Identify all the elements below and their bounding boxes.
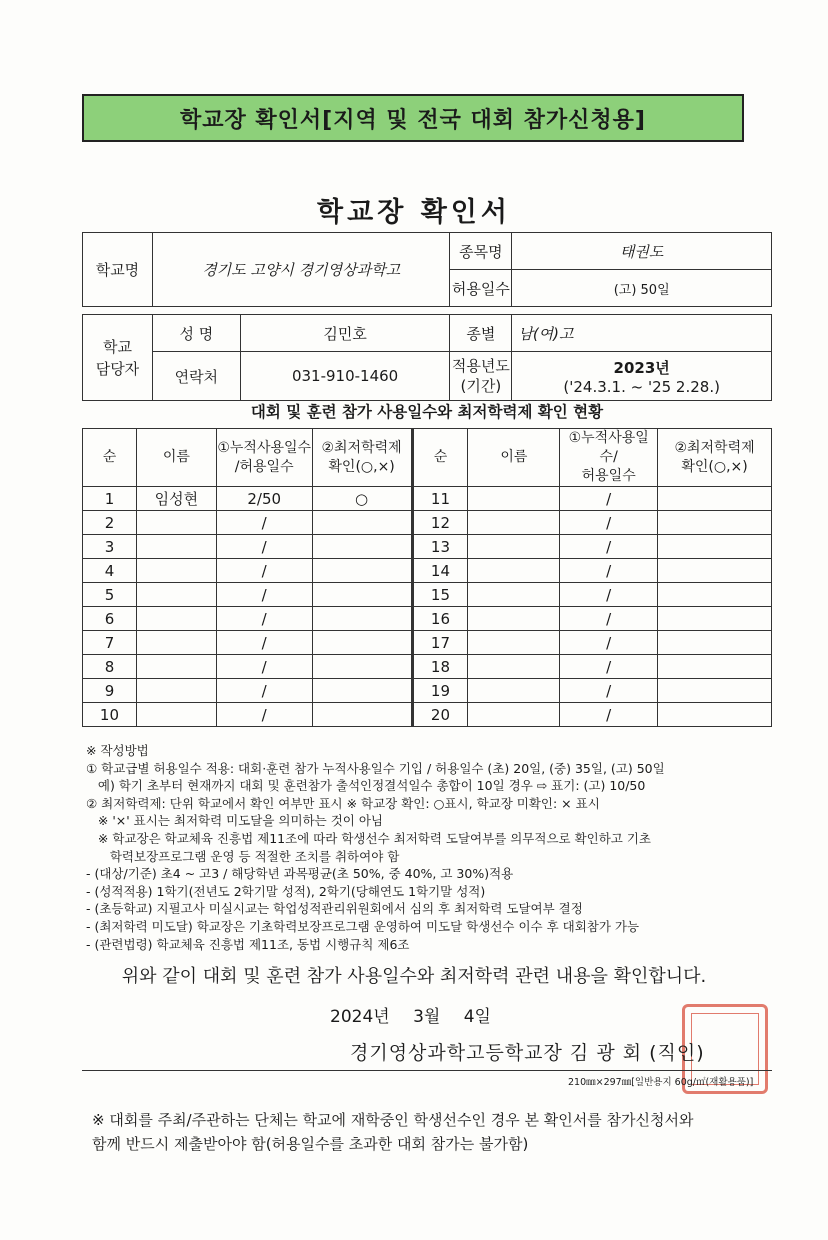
- row-days-right: /: [560, 583, 658, 607]
- col-no-right: 순: [412, 429, 468, 487]
- row-no-right: 15: [412, 583, 468, 607]
- contact-label: 연락처: [152, 352, 240, 401]
- row-days: /: [216, 607, 312, 631]
- table-row: [83, 487, 772, 511]
- table-row: [83, 607, 772, 631]
- row-confirm: [312, 631, 412, 655]
- col-confirm: ②최저학력제 확인(○,×): [312, 429, 412, 487]
- header-table: [82, 232, 772, 401]
- row-days: /: [216, 511, 312, 535]
- table-row: [83, 535, 772, 559]
- row-name-right: [468, 487, 560, 511]
- year-value: 2023년: [613, 358, 670, 377]
- row-confirm-right: [658, 631, 772, 655]
- row-confirm-right: [658, 511, 772, 535]
- name-value: 김민호: [240, 315, 450, 352]
- row-days: /: [216, 583, 312, 607]
- status-table: [82, 428, 772, 727]
- note-line: - (최저학력 미도달) 학교장은 기초학력보장프로그램 운영하여 미도달 학생선수 이수 후 대회참가 가능: [86, 918, 640, 934]
- row-days-right: /: [560, 535, 658, 559]
- row-name: [136, 703, 216, 727]
- document-title: 학교장 확인서: [317, 197, 511, 228]
- footer-note: [92, 1108, 693, 1156]
- row-confirm: [312, 583, 412, 607]
- row-days-right: /: [560, 607, 658, 631]
- form-banner: 학교장 확인서[지역 및 전국 대회 참가신청용]: [82, 94, 744, 142]
- divider: [82, 1070, 772, 1071]
- row-days-right: /: [560, 631, 658, 655]
- note-line: - (관련법령) 학교체육 진흥법 제11조, 동법 시행규칙 제6조: [86, 936, 410, 952]
- row-no-right: 18: [412, 655, 468, 679]
- section-title: 대회 및 훈련 참가 사용일수와 최저학력제 확인 현황: [250, 403, 604, 421]
- row-confirm: [312, 655, 412, 679]
- table-row: [83, 655, 772, 679]
- row-days: /: [216, 679, 312, 703]
- allowed-days-label: 허용일수: [450, 270, 512, 307]
- principal-signature: 경기영상과학고등학교장 김 광 회 (직인): [350, 1042, 705, 1064]
- row-confirm-right: [658, 679, 772, 703]
- note-line: 학력보장프로그램 운영 등 적절한 조치를 취하여야 함: [86, 848, 400, 864]
- row-confirm-right: [658, 607, 772, 631]
- row-name-right: [468, 631, 560, 655]
- row-no: 5: [83, 583, 137, 607]
- manager-label: 학교 담당자: [83, 315, 153, 401]
- year-cell: [512, 352, 772, 401]
- table-row: [83, 703, 772, 727]
- row-no: 6: [83, 607, 137, 631]
- table-row: [83, 511, 772, 535]
- row-name-right: [468, 583, 560, 607]
- sport-value: 태권도: [512, 233, 772, 270]
- period-value: ('24.3.1. ~ '25 2.28.): [563, 377, 720, 396]
- note-line: ※ '×' 표시는 최저학력 미도달을 의미하는 것이 아님: [86, 813, 383, 829]
- row-confirm-right: [658, 487, 772, 511]
- table-row: [83, 583, 772, 607]
- row-days: /: [216, 559, 312, 583]
- row-no-right: 19: [412, 679, 468, 703]
- row-confirm-right: [658, 583, 772, 607]
- row-no: 10: [83, 703, 137, 727]
- note-line: ① 학교급별 허용일수 적용: 대회·훈련 참가 누적사용일수 기입 / 허용일수 (초) 20일, (중) 35일, (고) 50일: [86, 760, 665, 776]
- row-confirm: [312, 511, 412, 535]
- row-name-right: [468, 655, 560, 679]
- col-days-right: ①누적사용일수/ 허용일수: [560, 429, 658, 487]
- school-label: 학교명: [83, 233, 153, 307]
- issue-date: 2024년 3월 4일: [330, 1007, 491, 1027]
- gender-label: 종별: [450, 315, 512, 352]
- row-name: [136, 655, 216, 679]
- note-line: 예) 학기 초부터 현재까지 대회 및 훈련참가 출석인정결석일수 총합이 10일 경우 ⇨ 표기: (고) 10/50: [86, 778, 646, 794]
- note-line: ② 최저학력제: 단위 학교에서 확인 여부만 표시 ※ 학교장 확인: ○표시, 학교장 미확인: × 표시: [86, 795, 600, 811]
- note-line: ※ 작성방법: [86, 743, 149, 758]
- row-no-right: 17: [412, 631, 468, 655]
- row-days: /: [216, 535, 312, 559]
- row-confirm-right: [658, 703, 772, 727]
- row-no: 2: [83, 511, 137, 535]
- row-no-right: 14: [412, 559, 468, 583]
- col-confirm-right: ②최저학력제 확인(○,×): [658, 429, 772, 487]
- row-name: [136, 535, 216, 559]
- col-no: 순: [83, 429, 137, 487]
- col-name-right: 이름: [468, 429, 560, 487]
- row-name-right: [468, 511, 560, 535]
- row-days-right: /: [560, 559, 658, 583]
- row-confirm: [312, 679, 412, 703]
- table-row: [83, 679, 772, 703]
- row-days-right: /: [560, 679, 658, 703]
- row-days: /: [216, 655, 312, 679]
- row-confirm-right: [658, 535, 772, 559]
- table-row: [83, 631, 772, 655]
- footer-line: ※ 대회를 주최/주관하는 단체는 학교에 재학중인 학생선수인 경우 본 확인서를 참가신청서와: [92, 1111, 694, 1129]
- row-confirm: ○: [312, 487, 412, 511]
- row-days: /: [216, 631, 312, 655]
- row-name-right: [468, 559, 560, 583]
- note-line: - (성적적용) 1학기(전년도 2학기말 성적), 2학기(당해연도 1학기말 성적): [86, 883, 486, 899]
- note-line: - (대상/기준) 초4 ~ 고3 / 해당학년 과목평균(초 50%, 중 40%, 고 30%)적용: [86, 866, 514, 882]
- row-confirm-right: [658, 655, 772, 679]
- row-days: /: [216, 703, 312, 727]
- row-days-right: /: [560, 655, 658, 679]
- row-confirm-right: [658, 559, 772, 583]
- row-no-right: 16: [412, 607, 468, 631]
- row-no: 3: [83, 535, 137, 559]
- row-no-right: 11: [412, 487, 468, 511]
- name-label: 성 명: [152, 315, 240, 352]
- note-line: - (초등학교) 지필고사 미실시교는 학업성적관리위원회에서 심의 후 최저학력 도달여부 결정: [86, 901, 583, 917]
- row-name: [136, 679, 216, 703]
- row-no-right: 20: [412, 703, 468, 727]
- table-row: [83, 559, 772, 583]
- row-confirm: [312, 559, 412, 583]
- row-name: [136, 631, 216, 655]
- paper-spec: 210㎜×297㎜[일반용지 60g/㎡(재활용품)]: [568, 1077, 754, 1088]
- row-name: 임성현: [136, 487, 216, 511]
- row-no: 7: [83, 631, 137, 655]
- row-name: [136, 511, 216, 535]
- instructions: [86, 742, 776, 953]
- row-confirm: [312, 703, 412, 727]
- row-no: 4: [83, 559, 137, 583]
- allowed-days-value: (고) 50일: [512, 270, 772, 307]
- note-line: ※ 학교장은 학교체육 진흥법 제11조에 따라 학생선수 최저학력 도달여부를 의무적으로 확인하고 기초: [86, 830, 652, 846]
- contact-value: 031-910-1460: [240, 352, 450, 401]
- col-name: 이름: [136, 429, 216, 487]
- row-days: 2/50: [216, 487, 312, 511]
- row-no-right: 13: [412, 535, 468, 559]
- col-days: ①누적사용일수 /허용일수: [216, 429, 312, 487]
- row-name: [136, 559, 216, 583]
- gender-value: 남(여)고: [512, 315, 772, 352]
- footer-line: 함께 반드시 제출받아야 함(허용일수를 초과한 대회 참가는 불가함): [92, 1135, 529, 1153]
- row-confirm: [312, 535, 412, 559]
- row-no: 1: [83, 487, 137, 511]
- confirmation-text: 위와 같이 대회 및 훈련 참가 사용일수와 최저학력 관련 내용을 확인합니다.: [121, 966, 707, 987]
- row-days-right: /: [560, 703, 658, 727]
- sport-label: 종목명: [450, 233, 512, 270]
- row-name-right: [468, 703, 560, 727]
- row-no: 9: [83, 679, 137, 703]
- year-label: 적용년도 (기간): [450, 352, 512, 401]
- row-confirm: [312, 607, 412, 631]
- row-name: [136, 607, 216, 631]
- row-name-right: [468, 679, 560, 703]
- school-value: 경기도 고양시 경기영상과학고: [152, 233, 450, 307]
- row-name-right: [468, 535, 560, 559]
- row-no: 8: [83, 655, 137, 679]
- row-no-right: 12: [412, 511, 468, 535]
- row-days-right: /: [560, 511, 658, 535]
- row-name-right: [468, 607, 560, 631]
- row-name: [136, 583, 216, 607]
- row-days-right: /: [560, 487, 658, 511]
